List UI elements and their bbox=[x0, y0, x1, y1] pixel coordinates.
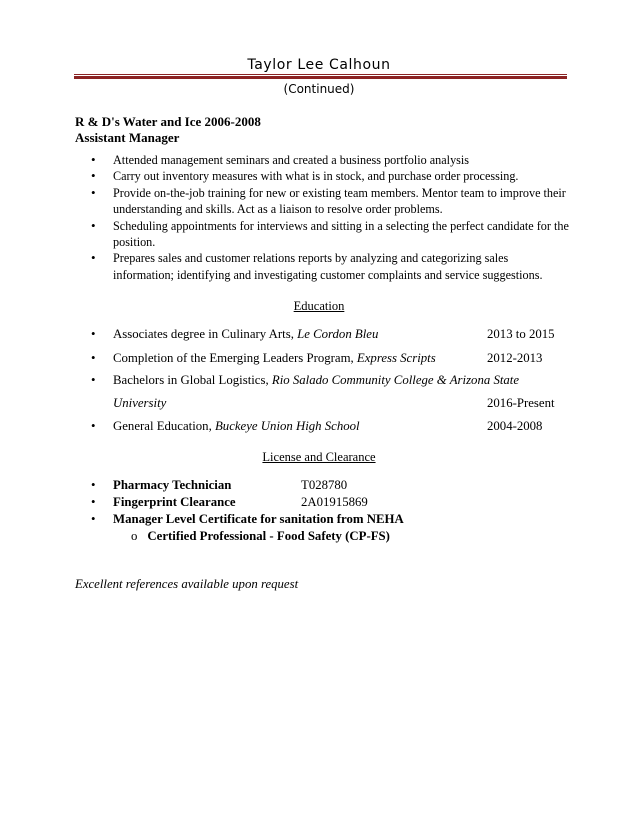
header-rule-thick bbox=[74, 76, 567, 79]
company-line: R & D's Water and Ice 2006-2008 bbox=[75, 114, 261, 129]
license-heading: License and Clearance bbox=[262, 450, 376, 464]
continued-label: (Continued) bbox=[283, 82, 355, 96]
job-heading bbox=[75, 114, 261, 146]
job-bullet: • Prepares sales and customer relations reports by analyzing and categorizing sales information; identifying and investigating customer complaints and service suggestions. bbox=[91, 250, 571, 283]
license-label: Fingerprint Clearance bbox=[113, 495, 236, 509]
job-bullet: • Provide on-the-job training for new or existing team members. Mentor team to improve their understanding and skills. Act as a liaison to resolve order problems. bbox=[91, 185, 571, 218]
edu-years: 2012-2013 bbox=[487, 351, 543, 365]
edu-school: Rio Salado Community College & Arizona State bbox=[271, 373, 520, 387]
edu-years: 2016-Present bbox=[487, 396, 555, 410]
license-number: T028780 bbox=[301, 478, 348, 492]
header-rule-thin bbox=[74, 74, 567, 75]
license-number: 2A01915869 bbox=[301, 495, 368, 509]
bullet-icon: • bbox=[91, 327, 96, 341]
bullet-icon: • bbox=[91, 373, 96, 387]
bullet-icon: • bbox=[91, 351, 96, 365]
references-note: Excellent references available upon request bbox=[75, 577, 299, 591]
edu-degree: Completion of the Emerging Leaders Program, bbox=[113, 351, 357, 365]
candidate-name: Taylor Lee Calhoun bbox=[247, 57, 391, 73]
license-subitem bbox=[131, 528, 390, 544]
edu-degree: General Education, bbox=[113, 419, 215, 433]
sub-bullet-icon: o bbox=[131, 529, 138, 543]
job-bullet: • Attended management seminars and created a business portfolio analysis bbox=[91, 152, 571, 168]
job-bullet: • Carry out inventory measures with what is in stock, and purchase order processing. bbox=[91, 168, 571, 184]
bullet-icon: • bbox=[91, 495, 96, 509]
edu-degree: Associates degree in Culinary Arts, bbox=[113, 327, 298, 341]
license-label: Pharmacy Technician bbox=[113, 478, 232, 492]
edu-degree: Bachelors in Global Logistics, bbox=[113, 373, 272, 387]
edu-school: Le Cordon Bleu bbox=[297, 327, 379, 341]
edu-school: Express Scripts bbox=[356, 351, 436, 365]
edu-years: 2013 to 2015 bbox=[487, 327, 555, 341]
job-position: Assistant Manager bbox=[75, 130, 180, 145]
license-label: Manager Level Certificate for sanitation from NEHA bbox=[113, 512, 404, 526]
edu-years: 2004-2008 bbox=[487, 419, 543, 433]
job-bullets bbox=[91, 152, 571, 283]
education-heading: Education bbox=[293, 299, 345, 313]
job-bullet: • Scheduling appointments for interviews and sitting in a selecting the perfect candidate for the position. bbox=[91, 218, 571, 251]
edu-school-cont: University bbox=[113, 396, 167, 410]
bullet-icon: • bbox=[91, 478, 96, 492]
edu-school: Buckeye Union High School bbox=[214, 419, 360, 433]
bullet-icon: • bbox=[91, 419, 96, 433]
bullet-icon: • bbox=[91, 512, 96, 526]
license-subitem-label: Certified Professional - Food Safety (CP-FS) bbox=[147, 529, 390, 543]
